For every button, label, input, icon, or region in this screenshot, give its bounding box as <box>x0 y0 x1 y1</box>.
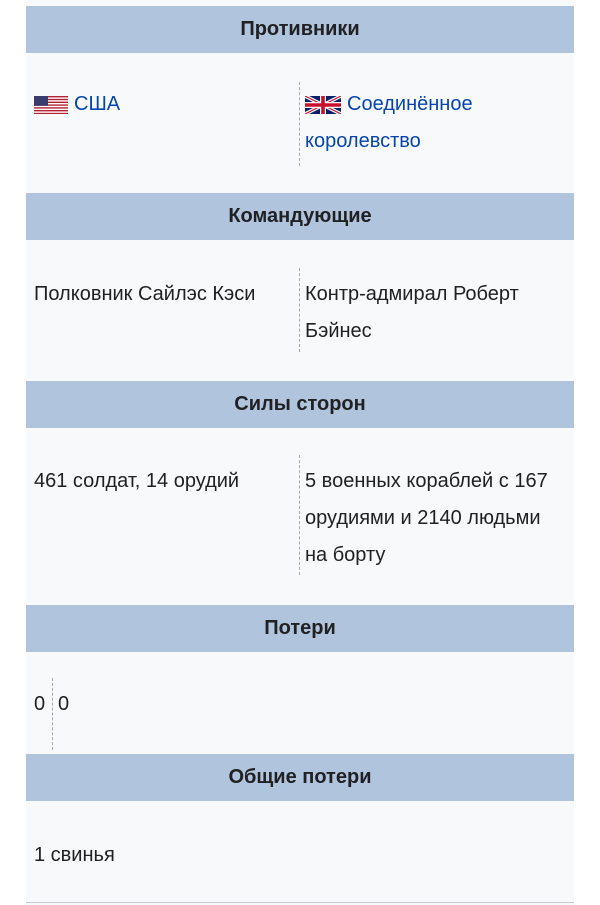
column-divider <box>299 82 300 166</box>
losses-right-cell <box>58 686 118 723</box>
opponent-uk-cell[interactable] <box>305 86 567 160</box>
section-header-commanders <box>26 193 574 240</box>
section-header-label: Общие потери <box>228 766 372 788</box>
us-flag-icon <box>34 96 68 114</box>
infobox <box>26 0 574 905</box>
usa-link[interactable]: США <box>74 93 121 115</box>
section-header-opponents <box>26 6 574 53</box>
uk-link[interactable]: Соединённое королевство <box>305 93 473 152</box>
column-divider <box>299 268 300 352</box>
section-header-losses <box>26 605 574 652</box>
total-losses-text: 1 свинья <box>34 844 115 866</box>
uk-flag-icon <box>305 96 341 114</box>
forces-right-cell <box>305 463 567 574</box>
commander-left-text: Полковник Сайлэс Кэси <box>34 283 256 305</box>
section-header-label: Противники <box>240 18 360 40</box>
commander-left-cell <box>34 276 296 313</box>
forces-right-text: 5 военных кораблей с 167 орудиями и 2140 людьми на борту <box>305 470 548 566</box>
bottom-divider <box>26 902 574 903</box>
commander-right-cell <box>305 276 567 350</box>
losses-left-cell <box>34 686 52 723</box>
commander-right-text: Контр-адмирал Роберт Бэйнес <box>305 283 519 342</box>
total-losses-cell <box>34 837 554 874</box>
opponent-usa-cell[interactable] <box>34 86 294 123</box>
section-header-forces <box>26 381 574 428</box>
column-divider <box>52 678 53 750</box>
section-header-label: Потери <box>264 617 336 639</box>
section-header-total-losses <box>26 754 574 801</box>
losses-right-text: 0 <box>58 693 70 715</box>
section-header-label: Командующие <box>228 205 372 227</box>
forces-left-cell <box>34 463 296 500</box>
losses-left-text: 0 <box>34 693 46 715</box>
section-header-label: Силы сторон <box>234 393 366 415</box>
column-divider <box>299 455 300 575</box>
forces-left-text: 461 солдат, 14 орудий <box>34 470 240 492</box>
